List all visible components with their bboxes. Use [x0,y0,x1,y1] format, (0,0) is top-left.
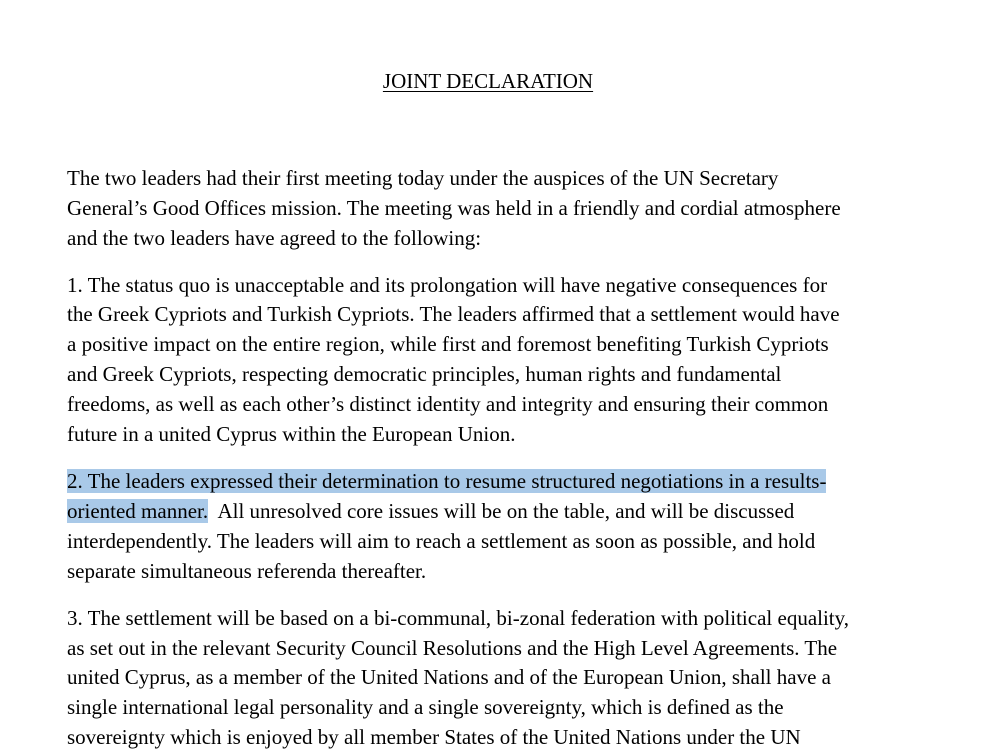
text-line: single international legal personality and a single sovereignty, which is defined as the [67,695,784,719]
text-line[interactable] [67,466,826,496]
text-line: united Cyprus, as a member of the United Nations and of the European Union, shall have a [67,665,831,689]
text-line: 1. The status quo is unacceptable and its prolongation will have negative consequences for [67,273,828,297]
text-line: separate simultaneous referenda thereafter. [67,559,427,583]
text-selection[interactable]: oriented manner. [67,499,209,523]
text-line: future in a united Cyprus within the European Union. [67,422,516,446]
text-line: the Greek Cypriots and Turkish Cypriots. The leaders affirmed that a settlement would have [67,302,840,326]
text-line: sovereignty which is enjoyed by all member States of the United Nations under the UN [67,725,801,749]
text-line: 3. The settlement will be based on a bi-communal, bi-zonal federation with political equality, [67,606,850,630]
text-span: All unresolved core issues will be on the table, and will be discussed [208,499,795,523]
text-line: interdependently. The leaders will aim to reach a settlement as soon as possible, and hold [67,529,816,553]
text-selection[interactable]: 2. The leaders expressed their determination to resume structured negotiations in a results- [67,469,827,493]
text-line: The two leaders had their first meeting today under the auspices of the UN Secretary [67,166,779,190]
text-line[interactable] [67,496,794,526]
text-line: General’s Good Offices mission. The meeting was held in a friendly and cordial atmosphere [67,196,841,220]
text-line: and Greek Cypriots, respecting democratic principles, human rights and fundamental [67,362,782,386]
text-line: freedoms, as well as each other’s distinct identity and integrity and ensuring their common [67,392,829,416]
document-title: JOINT DECLARATION [382,69,594,93]
text-line: a positive impact on the entire region, while first and foremost benefiting Turkish Cypriots [67,332,829,356]
text-line: as set out in the relevant Security Council Resolutions and the High Level Agreements. The [67,636,838,660]
text-line: and the two leaders have agreed to the following: [67,226,482,250]
